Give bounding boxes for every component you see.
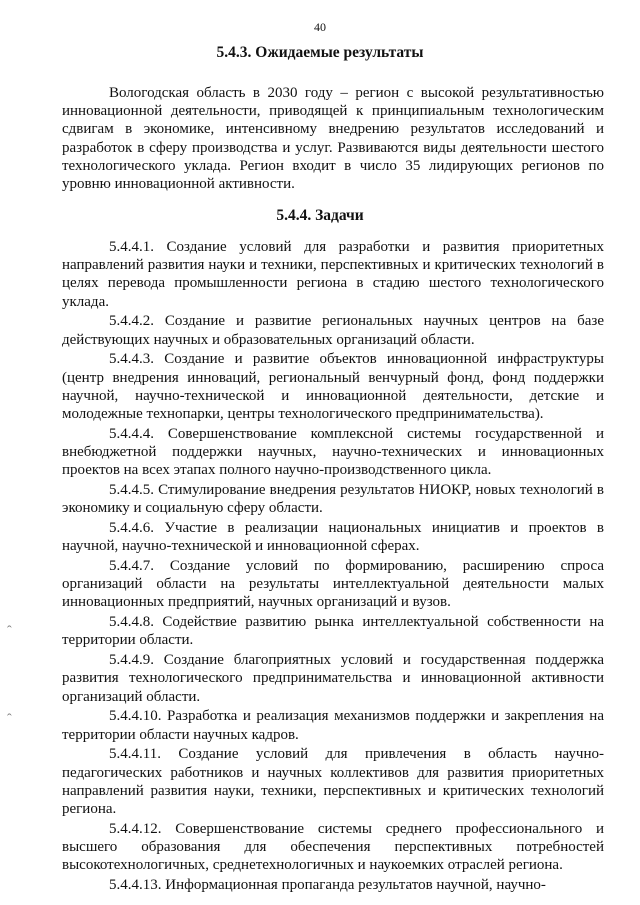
page-number: 40 <box>314 20 326 34</box>
margin-mark: ˆ <box>7 624 12 639</box>
task-item: 5.4.4.12. Совершенствование системы среднего профессионального и высшего образования для обеспечения перспективных потребностей высокотехнологичных, среднетехнологичных и наукоемких отраслей региона. <box>62 820 604 874</box>
task-item: 5.4.4.5. Стимулирование внедрения результатов НИОКР, новых технологий в экономику и социальную сферу области. <box>62 482 604 517</box>
task-item: 5.4.4.4. Совершенствование комплексной системы государственной и внебюджетной поддержки научных, научно-технических и инновационных проектов на всех этапах полного научно-производственного цикла. <box>62 425 604 479</box>
task-item: 5.4.4.3. Создание и развитие объектов инновационной инфраструктуры (центр внедрения инноваций, региональный венчурный фонд, фонд поддержки научной, научно-технической и инновационной деятельности, детские и молодежные технопарки, центры технологического предпринимательства). <box>62 351 604 423</box>
margin-mark: ˆ <box>7 712 12 727</box>
task-item: 5.4.4.6. Участие в реализации национальных инициатив и проектов в научной, научно-технической и инновационной сферах. <box>62 520 604 555</box>
tasks-list <box>62 238 604 896</box>
task-item: 5.4.4.11. Создание условий для привлечения в область научно-педагогических работников и научных коллективов для развития приоритетных направлений развития науки, техники, перспективных и критических технологий региона. <box>62 746 604 818</box>
task-item: 5.4.4.2. Создание и развитие региональных научных центров на базе действующих научных и образовательных организаций области. <box>62 313 604 348</box>
section-heading-expected-results: 5.4.3. Ожидаемые результаты <box>216 44 424 61</box>
task-item: 5.4.4.7. Создание условий по формированию, расширению спроса организаций области на результаты интеллектуальной деятельности малых инновационных предприятий, научных организаций и вузов. <box>62 558 604 611</box>
expected-results-paragraph: Вологодская область в 2030 году – регион с высокой результативностью инновационной деятельности, приводящей к принципиальным технологическим сдвигам в экономике, интенсивному внедрению результатов исследований и разработок в сферу производства и услуг. Развиваются виды деятельности шестого технологического уклада. Регион входит в число 35 лидирующих регионов по уровню инновационной активности. <box>62 85 604 193</box>
task-item: 5.4.4.9. Создание благоприятных условий и государственная поддержка развития технологического предпринимательства и инновационной активности организаций области. <box>62 652 604 705</box>
section-heading-tasks: 5.4.4. Задачи <box>276 207 364 224</box>
task-item: 5.4.4.8. Содействие развитию рынка интеллектуальной собственности на территории области. <box>62 614 604 649</box>
task-item: 5.4.4.1. Создание условий для разработки и развития приоритетных направлений развития науки и техники, перспективных и критических технологий в целях перевода промышленности региона в стадию шестого технологического уклада. <box>62 239 604 310</box>
task-item: 5.4.4.13. Информационная пропаганда результатов научной, научно- <box>109 877 546 894</box>
task-item: 5.4.4.10. Разработка и реализация механизмов поддержки и закрепления на территории области научных кадров. <box>62 708 604 743</box>
